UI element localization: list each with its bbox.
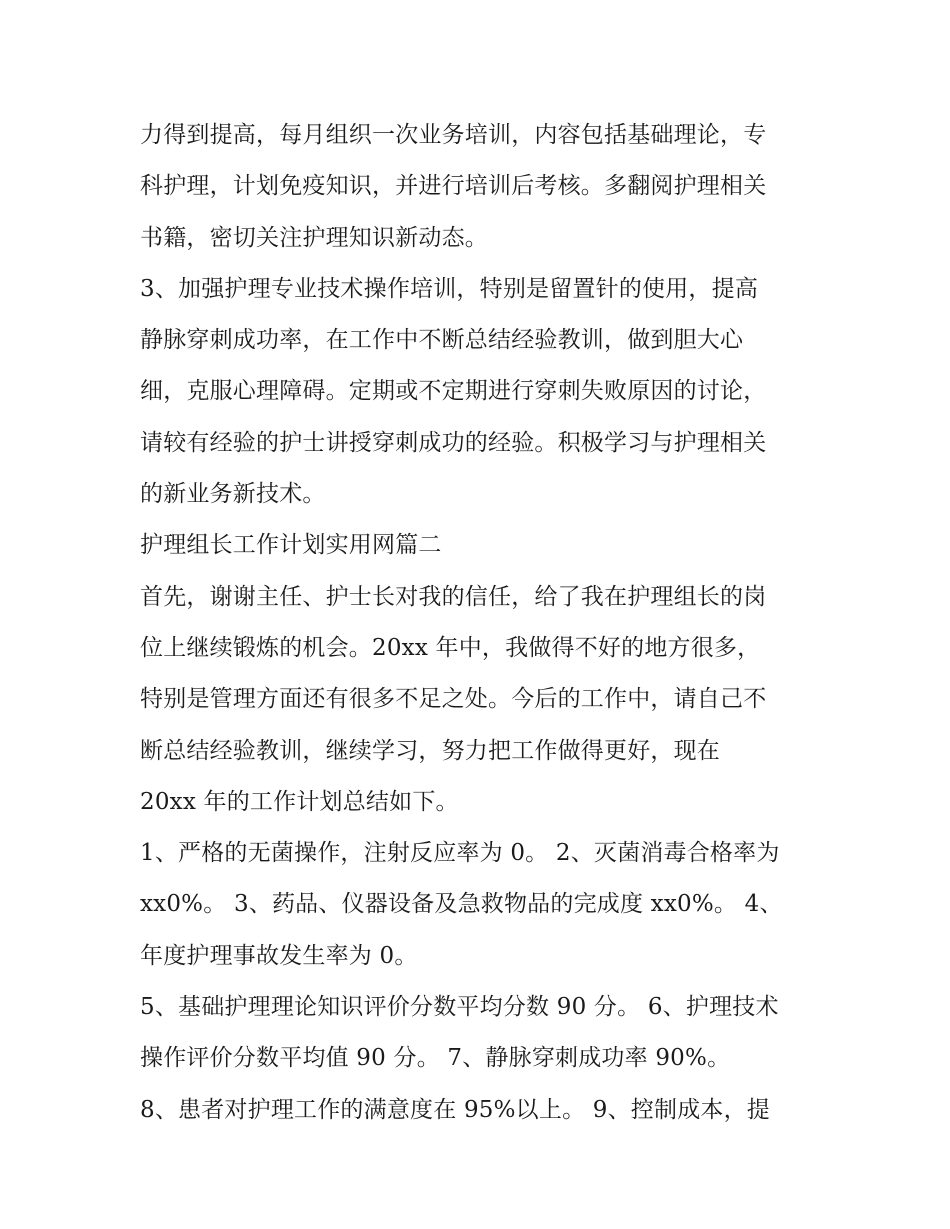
text-line: 位上继续锻炼的机会。20xx 年中，我做得不好的地方很多，	[140, 634, 761, 661]
text-line: 特别是管理方面还有很多不足之处。今后的工作中，请自己不	[140, 686, 767, 713]
text-line: 请较有经验的护士讲授穿刺成功的经验。积极学习与护理相关	[140, 429, 767, 456]
text-line: 的新业务新技术。	[140, 481, 326, 508]
text-line: 细，克服心理障碍。定期或不定期进行穿刺失败原因的讨论，	[140, 378, 767, 405]
text-line: 首先，谢谢主任、护士长对我的信任，给了我在护理组长的岗	[140, 583, 767, 610]
text-line: 1、严格的无菌操作，注射反应率为 0。 2、灭菌消毒合格率为	[140, 840, 780, 867]
text-line: 科护理，计划免疫知识，并进行培训后考核。多翻阅护理相关	[140, 173, 767, 200]
text-line: 8、患者对护理工作的满意度在 95%以上。 9、控制成本，提	[140, 1096, 771, 1123]
text-line: 5、基础护理理论知识评价分数平均分数 90 分。 6、护理技术	[140, 994, 779, 1021]
text-line: 3、加强护理专业技术操作培训，特别是留置针的使用，提高	[140, 275, 759, 302]
text-line: xx0%。 3、药品、仪器设备及急救物品的完成度 xx0%。 4、	[140, 891, 783, 918]
section-heading: 护理组长工作计划实用网篇二	[140, 532, 442, 559]
text-line: 断总结经验教训，继续学习，努力把工作做得更好，现在	[140, 737, 720, 764]
text-line: 静脉穿刺成功率，在工作中不断总结经验教训，做到胆大心	[140, 327, 744, 354]
text-line: 书籍，密切关注护理知识新动态。	[140, 224, 488, 251]
text-line: 年度护理事故发生率为 0。	[140, 942, 418, 969]
text-line: 操作评价分数平均值 90 分。 7、静脉穿刺成功率 90%。	[140, 1045, 731, 1072]
document-page	[140, 110, 820, 1136]
text-line: 20xx 年的工作计划总结如下。	[140, 788, 459, 815]
text-line: 力得到提高，每月组织一次业务培训，内容包括基础理论，专	[140, 122, 767, 148]
